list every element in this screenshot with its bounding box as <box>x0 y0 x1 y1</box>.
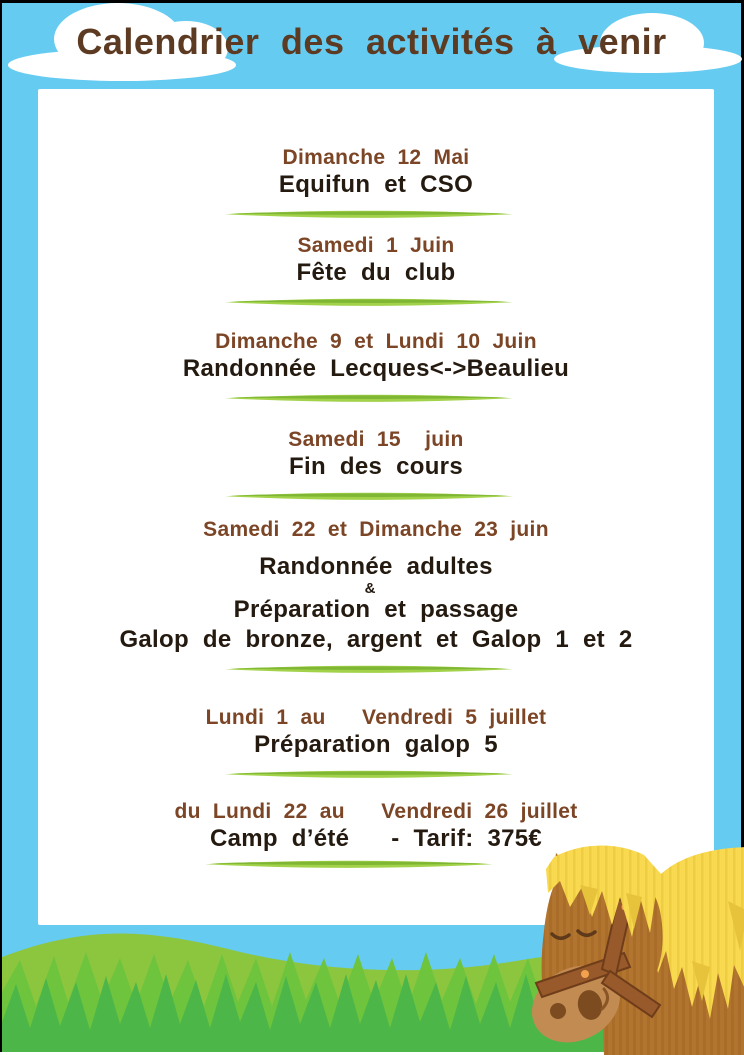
event-block <box>38 428 714 482</box>
event-block <box>38 146 714 200</box>
page-title: Calendrier des activités à venir <box>76 21 667 62</box>
divider-line <box>223 665 515 673</box>
divider-line <box>223 770 515 778</box>
event-title: Randonnée Lecques<->Beaulieu <box>182 355 570 382</box>
event-date: du Lundi 22 au Vendredi 26 juillet <box>174 800 578 823</box>
events-card <box>38 89 714 925</box>
ampersand-text: & <box>364 580 376 597</box>
divider-line <box>199 860 499 868</box>
event-date: Samedi 15 juin <box>288 428 464 451</box>
event-block <box>38 706 714 760</box>
event-title: Préparation galop 5 <box>254 731 498 758</box>
event-title: Camp d’été - Tarif: 375€ <box>209 825 543 852</box>
divider-line <box>223 492 515 500</box>
event-date: Dimanche 9 et Lundi 10 Juin <box>215 330 537 353</box>
event-date: Samedi 22 et Dimanche 23 juin <box>203 518 549 541</box>
event-title: Fin des cours <box>289 453 463 480</box>
event-date: Dimanche 12 Mai <box>282 146 470 169</box>
event-date: Samedi 1 Juin <box>297 234 455 257</box>
events-list <box>38 89 714 868</box>
event-title: Randonnée adultes <box>259 553 493 580</box>
event-block <box>38 330 714 384</box>
divider-line <box>223 394 515 402</box>
divider-line <box>223 210 515 218</box>
event-title: Préparation et passage <box>233 596 519 623</box>
event-block <box>38 234 714 288</box>
event-block <box>38 518 714 655</box>
event-title: Galop de bronze, argent et Galop 1 et 2 <box>119 626 633 653</box>
divider-line <box>223 298 515 306</box>
horse-illustration <box>496 841 744 1055</box>
event-date: Lundi 1 au Vendredi 5 juillet <box>205 706 547 729</box>
event-title: Fête du club <box>296 259 456 286</box>
event-title: Equifun et CSO <box>278 171 474 198</box>
